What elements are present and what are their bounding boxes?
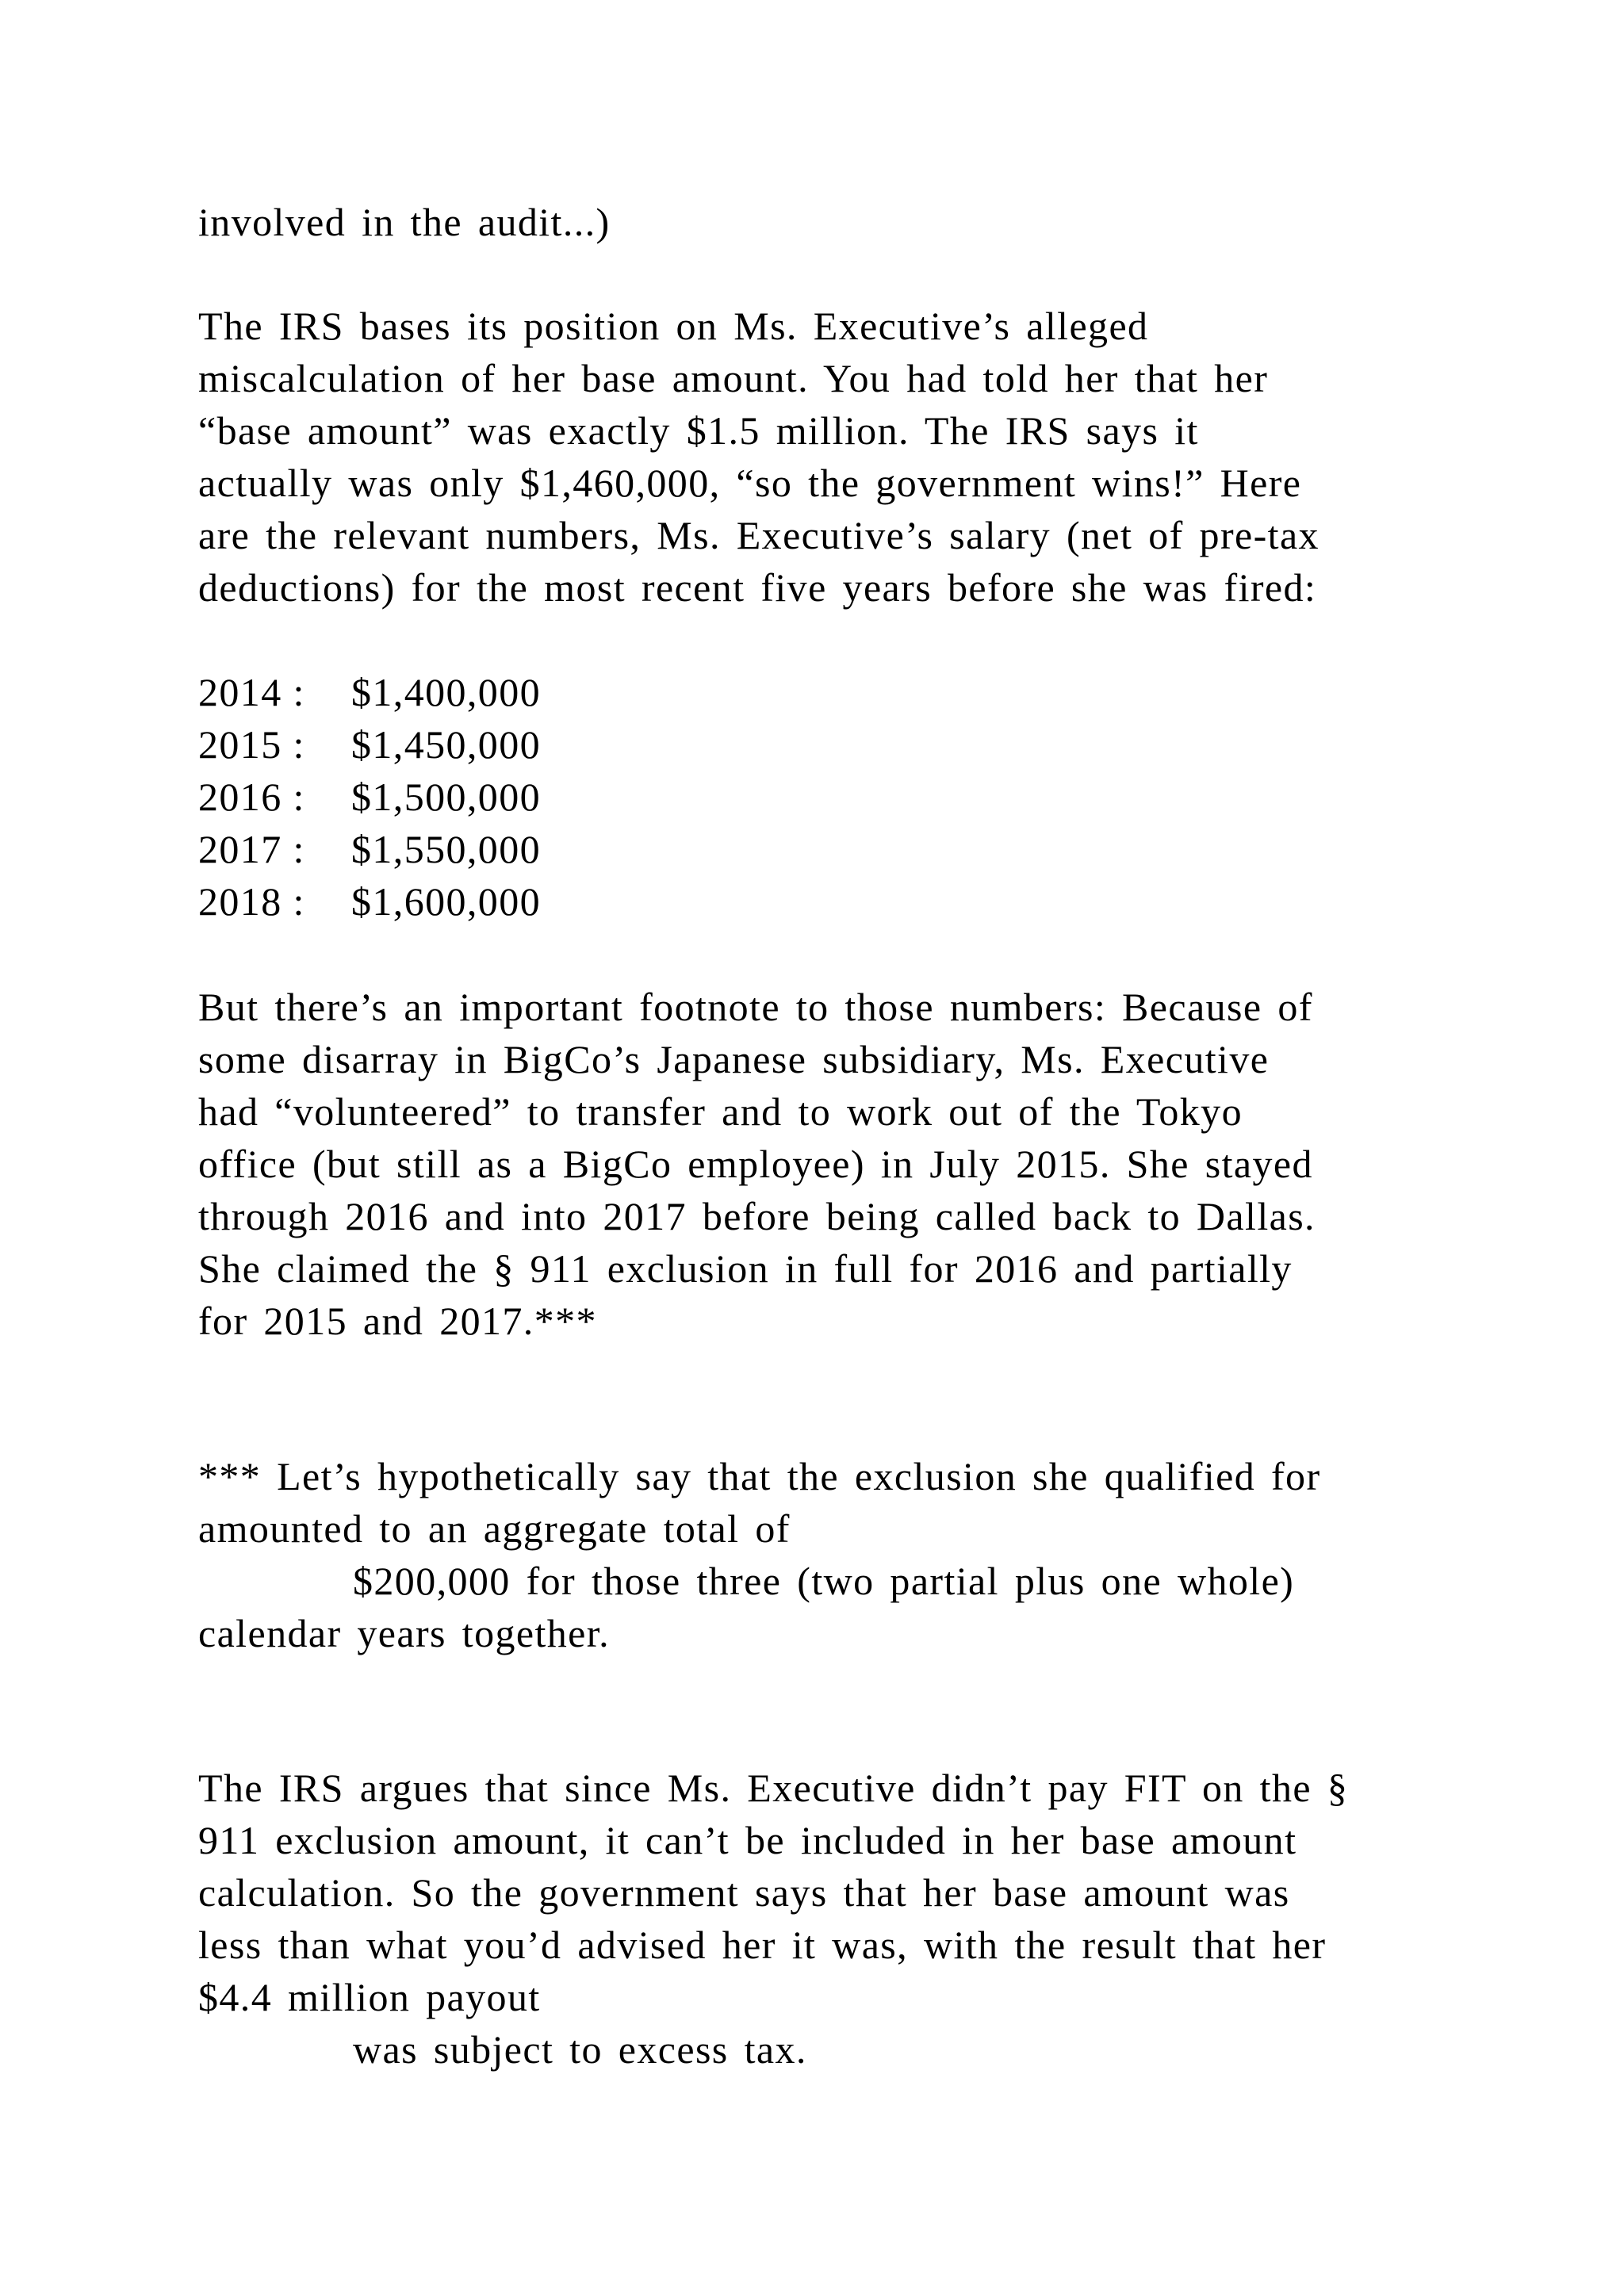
footnote-line: $200,000 for those three (two partial plus one whole) (353, 1559, 1295, 1603)
paragraph-line: She claimed the § 911 exclusion in full for 2016 and partially (198, 1246, 1293, 1291)
paragraph-line: less than what you’d advised her it was, with the result that her (198, 1923, 1327, 1967)
paragraph-line: office (but still as a BigCo employee) in July 2015. She stayed (198, 1142, 1313, 1186)
salary-year: 2017 : (198, 827, 305, 871)
paragraph-line: $4.4 million payout (198, 1975, 541, 2019)
paragraph-line: had “volunteered” to transfer and to work out of the Tokyo (198, 1089, 1243, 1134)
salary-amount: $1,400,000 (351, 670, 541, 714)
paragraph-line: calculation. So the government says that her base amount was (198, 1870, 1290, 1915)
salary-amount: $1,550,000 (351, 827, 541, 871)
paragraph-line: actually was only $1,460,000, “so the government wins!” Here (198, 461, 1302, 505)
paragraph-line: some disarray in BigCo’s Japanese subsidiary, Ms. Executive (198, 1037, 1270, 1081)
salary-year: 2015 : (198, 722, 305, 767)
paragraph-line: But there’s an important footnote to those numbers: Because of (198, 985, 1313, 1029)
paragraph-line: was subject to excess tax. (353, 2027, 807, 2072)
paragraph-line: The IRS argues that since Ms. Executive didn’t pay FIT on the § (198, 1766, 1349, 1810)
paragraph-line: through 2016 and into 2017 before being called back to Dallas. (198, 1194, 1316, 1238)
paragraph-line: deductions) for the most recent five years before she was fired: (198, 565, 1317, 610)
salary-year: 2016 : (198, 775, 305, 819)
paragraph-line: for 2015 and 2017.*** (198, 1299, 597, 1343)
salary-amount: $1,600,000 (351, 879, 541, 924)
salary-amount: $1,500,000 (351, 775, 541, 819)
paragraph-line: “base amount” was exactly $1.5 million. The IRS says it (198, 408, 1199, 453)
salary-year: 2014 : (198, 670, 305, 714)
intro-line: involved in the audit...) (198, 200, 611, 244)
salary-year: 2018 : (198, 879, 305, 924)
salary-amount: $1,450,000 (351, 722, 541, 767)
footnote-line: *** Let’s hypothetically say that the exclusion she qualified for (198, 1454, 1321, 1498)
paragraph-line: The IRS bases its position on Ms. Executive’s alleged (198, 304, 1149, 348)
paragraph-line: are the relevant numbers, Ms. Executive’s salary (net of pre-tax (198, 513, 1320, 557)
footnote-line: calendar years together. (198, 1611, 610, 1655)
paragraph-line: miscalculation of her base amount. You had told her that her (198, 356, 1269, 400)
paragraph-line: 911 exclusion amount, it can’t be included in her base amount (198, 1818, 1297, 1862)
footnote-line: amounted to an aggregate total of (198, 1506, 791, 1551)
